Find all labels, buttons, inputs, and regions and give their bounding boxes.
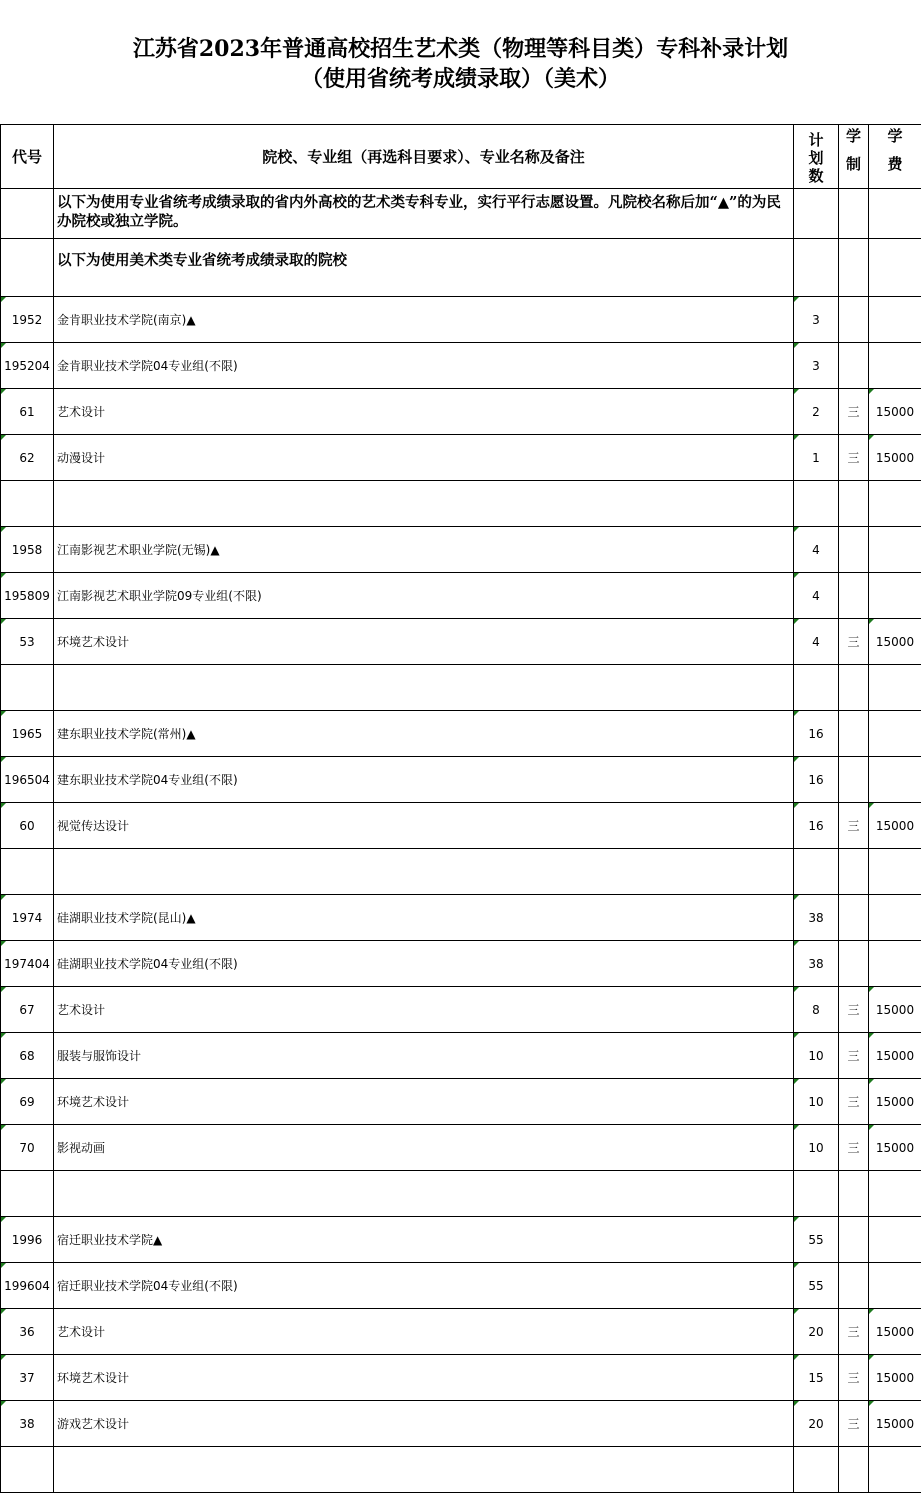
row-code: 68: [1, 1033, 54, 1079]
cell-marker-icon: [794, 1125, 799, 1130]
row-code: 60: [1, 803, 54, 849]
row-plan-count: 16: [794, 757, 839, 803]
cell-marker-icon: [794, 343, 799, 348]
table-row: [1, 1125, 921, 1171]
note-empty-cell: [869, 189, 921, 239]
note-row: [1, 189, 921, 239]
row-name: [54, 1171, 794, 1217]
row-code: [1, 665, 54, 711]
cell-marker-icon: [1, 389, 6, 394]
row-plan-count: 10: [794, 1125, 839, 1171]
row-code: 195809: [1, 573, 54, 619]
note-text: 以下为使用专业省统考成绩录取的省内外高校的艺术类专科专业，实行平行志愿设置。凡院校名称后加“▲”的为民办院校或独立学院。: [54, 189, 794, 239]
row-name: 硅湖职业技术学院(昆山)▲: [54, 895, 794, 941]
row-name: 建东职业技术学院04专业组(不限): [54, 757, 794, 803]
table-row: [1, 1217, 921, 1263]
cell-marker-icon: [794, 527, 799, 532]
page-title: 江苏省2023年普通高校招生艺术类（物理等科目类）专科补录计划: [0, 34, 921, 64]
row-plan-count: 10: [794, 1079, 839, 1125]
cell-marker-icon: [794, 711, 799, 716]
table-row: [1, 1263, 921, 1309]
note-text: 以下为使用美术类专业省统考成绩录取的院校: [54, 239, 794, 297]
row-code: 1974: [1, 895, 54, 941]
row-code: 62: [1, 435, 54, 481]
row-name: 江南影视艺术职业学院(无锡)▲: [54, 527, 794, 573]
cell-marker-icon: [1, 757, 6, 762]
note-empty-cell: [794, 239, 839, 297]
row-plan-count: 16: [794, 711, 839, 757]
row-fee: [869, 665, 921, 711]
cell-marker-icon: [794, 987, 799, 992]
row-name: 影视动画: [54, 1125, 794, 1171]
note-empty-cell: [839, 239, 869, 297]
cell-marker-icon: [1, 987, 6, 992]
table-row: [1, 1401, 921, 1447]
page-subtitle: （使用省统考成绩录取）（美术）: [0, 64, 921, 94]
row-fee: 15000: [869, 987, 921, 1033]
table-row: [1, 573, 921, 619]
table-row: [1, 757, 921, 803]
row-years: 三: [839, 1079, 869, 1125]
row-code: 38: [1, 1401, 54, 1447]
row-code: 199604: [1, 1263, 54, 1309]
header-plan-char: 数: [794, 167, 838, 185]
row-years: 三: [839, 435, 869, 481]
row-name: 建东职业技术学院(常州)▲: [54, 711, 794, 757]
row-plan-count: 15: [794, 1355, 839, 1401]
row-fee: 15000: [869, 435, 921, 481]
row-plan-count: 3: [794, 343, 839, 389]
row-years: 三: [839, 1309, 869, 1355]
cell-marker-icon: [794, 1079, 799, 1084]
cell-marker-icon: [1, 941, 6, 946]
note-code-cell: [1, 239, 54, 297]
row-years: [839, 941, 869, 987]
cell-marker-icon: [1, 1079, 6, 1084]
row-fee: 15000: [869, 1033, 921, 1079]
header-fee-char: 费: [869, 155, 921, 173]
row-name: 金肯职业技术学院(南京)▲: [54, 297, 794, 343]
row-years: 三: [839, 389, 869, 435]
cell-marker-icon: [1, 1401, 6, 1406]
row-fee: 15000: [869, 1125, 921, 1171]
row-code: [1, 1447, 54, 1493]
cell-marker-icon: [794, 803, 799, 808]
cell-marker-icon: [794, 757, 799, 762]
cell-marker-icon: [869, 435, 874, 440]
row-years: [839, 1171, 869, 1217]
cell-marker-icon: [794, 895, 799, 900]
row-plan-count: 1: [794, 435, 839, 481]
cell-marker-icon: [794, 1217, 799, 1222]
table-row: [1, 895, 921, 941]
row-years: [839, 665, 869, 711]
cell-marker-icon: [869, 803, 874, 808]
row-name: 江南影视艺术职业学院09专业组(不限): [54, 573, 794, 619]
row-name: [54, 481, 794, 527]
row-years: [839, 711, 869, 757]
row-fee: 15000: [869, 803, 921, 849]
row-years: [839, 1447, 869, 1493]
row-name: 环境艺术设计: [54, 619, 794, 665]
row-fee: [869, 711, 921, 757]
cell-marker-icon: [794, 1401, 799, 1406]
cell-marker-icon: [1, 573, 6, 578]
cell-marker-icon: [1, 1263, 6, 1268]
row-plan-count: 55: [794, 1263, 839, 1309]
row-fee: 15000: [869, 619, 921, 665]
row-plan-count: 8: [794, 987, 839, 1033]
row-years: 三: [839, 1355, 869, 1401]
row-fee: [869, 895, 921, 941]
cell-marker-icon: [794, 435, 799, 440]
cell-marker-icon: [1, 895, 6, 900]
cell-marker-icon: [794, 573, 799, 578]
cell-marker-icon: [794, 297, 799, 302]
row-plan-count: [794, 665, 839, 711]
cell-marker-icon: [794, 1263, 799, 1268]
row-name: [54, 665, 794, 711]
row-code: 197404: [1, 941, 54, 987]
table-row: [1, 1033, 921, 1079]
row-fee: 15000: [869, 1355, 921, 1401]
table-row: [1, 1171, 921, 1217]
row-name: [54, 849, 794, 895]
header-code: 代号: [1, 125, 54, 189]
cell-marker-icon: [1, 297, 6, 302]
row-code: 1958: [1, 527, 54, 573]
row-name: [54, 1447, 794, 1493]
row-years: [839, 1217, 869, 1263]
table-row: [1, 481, 921, 527]
cell-marker-icon: [1, 343, 6, 348]
cell-marker-icon: [869, 1033, 874, 1038]
row-years: [839, 849, 869, 895]
row-fee: [869, 757, 921, 803]
row-fee: [869, 1263, 921, 1309]
table-row: [1, 1447, 921, 1493]
header-years-char: 制: [839, 155, 868, 173]
table-row: [1, 665, 921, 711]
note-row: [1, 239, 921, 297]
cell-marker-icon: [1, 711, 6, 716]
row-code: 69: [1, 1079, 54, 1125]
header-fee-char: 学: [869, 127, 921, 145]
row-name: 硅湖职业技术学院04专业组(不限): [54, 941, 794, 987]
row-name: 视觉传达设计: [54, 803, 794, 849]
cell-marker-icon: [869, 987, 874, 992]
table-row: [1, 527, 921, 573]
table-row: [1, 297, 921, 343]
row-fee: [869, 1171, 921, 1217]
cell-marker-icon: [794, 389, 799, 394]
row-code: 61: [1, 389, 54, 435]
cell-marker-icon: [1, 1355, 6, 1360]
row-code: 196504: [1, 757, 54, 803]
row-code: 67: [1, 987, 54, 1033]
row-years: [839, 297, 869, 343]
row-code: 1965: [1, 711, 54, 757]
row-fee: [869, 941, 921, 987]
cell-marker-icon: [869, 1079, 874, 1084]
row-plan-count: 20: [794, 1401, 839, 1447]
table-row: [1, 803, 921, 849]
note-code-cell: [1, 189, 54, 239]
table-row: [1, 849, 921, 895]
row-fee: [869, 343, 921, 389]
row-years: 三: [839, 1401, 869, 1447]
row-plan-count: 4: [794, 573, 839, 619]
row-years: 三: [839, 987, 869, 1033]
cell-marker-icon: [794, 619, 799, 624]
cell-marker-icon: [1, 435, 6, 440]
row-plan-count: [794, 1171, 839, 1217]
row-name: 宿迁职业技术学院04专业组(不限): [54, 1263, 794, 1309]
row-years: [839, 757, 869, 803]
row-plan-count: 16: [794, 803, 839, 849]
table-row: [1, 1309, 921, 1355]
cell-marker-icon: [869, 619, 874, 624]
table-row: [1, 1079, 921, 1125]
header-plan-count: [794, 125, 839, 189]
row-fee: [869, 849, 921, 895]
cell-marker-icon: [1, 527, 6, 532]
note-empty-cell: [869, 239, 921, 297]
row-code: 195204: [1, 343, 54, 389]
row-plan-count: 10: [794, 1033, 839, 1079]
row-years: [839, 573, 869, 619]
row-plan-count: 4: [794, 527, 839, 573]
table-row: [1, 987, 921, 1033]
row-plan-count: 55: [794, 1217, 839, 1263]
row-plan-count: [794, 1447, 839, 1493]
row-years: 三: [839, 1033, 869, 1079]
row-plan-count: 38: [794, 895, 839, 941]
cell-marker-icon: [1, 1217, 6, 1222]
table-header-row: [1, 125, 921, 189]
row-code: [1, 481, 54, 527]
cell-marker-icon: [869, 1309, 874, 1314]
row-plan-count: 3: [794, 297, 839, 343]
row-name: 艺术设计: [54, 389, 794, 435]
header-fee: [869, 125, 921, 189]
row-years: [839, 1263, 869, 1309]
row-fee: 15000: [869, 1079, 921, 1125]
cell-marker-icon: [794, 1033, 799, 1038]
row-years: 三: [839, 803, 869, 849]
row-code: 53: [1, 619, 54, 665]
row-fee: [869, 573, 921, 619]
row-name: 艺术设计: [54, 1309, 794, 1355]
table-row: [1, 343, 921, 389]
row-plan-count: 2: [794, 389, 839, 435]
row-name: 环境艺术设计: [54, 1355, 794, 1401]
cell-marker-icon: [869, 1125, 874, 1130]
header-description: 院校、专业组（再选科目要求）、专业名称及备注: [54, 125, 794, 189]
row-code: [1, 849, 54, 895]
row-years: 三: [839, 1125, 869, 1171]
row-code: 1996: [1, 1217, 54, 1263]
note-empty-cell: [794, 189, 839, 239]
table-row: [1, 619, 921, 665]
header-years: [839, 125, 869, 189]
row-code: [1, 1171, 54, 1217]
row-code: 37: [1, 1355, 54, 1401]
cell-marker-icon: [869, 1401, 874, 1406]
table-row: [1, 941, 921, 987]
row-name: 游戏艺术设计: [54, 1401, 794, 1447]
cell-marker-icon: [794, 1355, 799, 1360]
row-plan-count: 38: [794, 941, 839, 987]
row-name: 环境艺术设计: [54, 1079, 794, 1125]
row-name: 金肯职业技术学院04专业组(不限): [54, 343, 794, 389]
row-fee: [869, 297, 921, 343]
header-plan-char: 划: [794, 149, 838, 167]
row-fee: [869, 527, 921, 573]
row-fee: 15000: [869, 389, 921, 435]
row-plan-count: 20: [794, 1309, 839, 1355]
row-years: 三: [839, 619, 869, 665]
table-row: [1, 711, 921, 757]
row-name: 动漫设计: [54, 435, 794, 481]
note-empty-cell: [839, 189, 869, 239]
header-years-char: 学: [839, 127, 868, 145]
row-years: [839, 527, 869, 573]
row-plan-count: 4: [794, 619, 839, 665]
row-fee: 15000: [869, 1309, 921, 1355]
row-years: [839, 343, 869, 389]
row-fee: [869, 1447, 921, 1493]
cell-marker-icon: [1, 803, 6, 808]
row-fee: 15000: [869, 1401, 921, 1447]
cell-marker-icon: [1, 619, 6, 624]
row-fee: [869, 1217, 921, 1263]
cell-marker-icon: [1, 1309, 6, 1314]
row-plan-count: [794, 481, 839, 527]
row-fee: [869, 481, 921, 527]
row-code: 1952: [1, 297, 54, 343]
row-code: 36: [1, 1309, 54, 1355]
header-plan-char: 计: [794, 131, 838, 149]
table-row: [1, 435, 921, 481]
cell-marker-icon: [1, 1033, 6, 1038]
cell-marker-icon: [1, 1125, 6, 1130]
table-row: [1, 1355, 921, 1401]
cell-marker-icon: [794, 941, 799, 946]
table-row: [1, 389, 921, 435]
row-name: 宿迁职业技术学院▲: [54, 1217, 794, 1263]
row-plan-count: [794, 849, 839, 895]
row-name: 艺术设计: [54, 987, 794, 1033]
cell-marker-icon: [869, 389, 874, 394]
row-years: [839, 895, 869, 941]
cell-marker-icon: [794, 1309, 799, 1314]
row-years: [839, 481, 869, 527]
row-name: 服装与服饰设计: [54, 1033, 794, 1079]
cell-marker-icon: [869, 1355, 874, 1360]
row-code: 70: [1, 1125, 54, 1171]
enrollment-plan-table: [0, 124, 921, 1493]
